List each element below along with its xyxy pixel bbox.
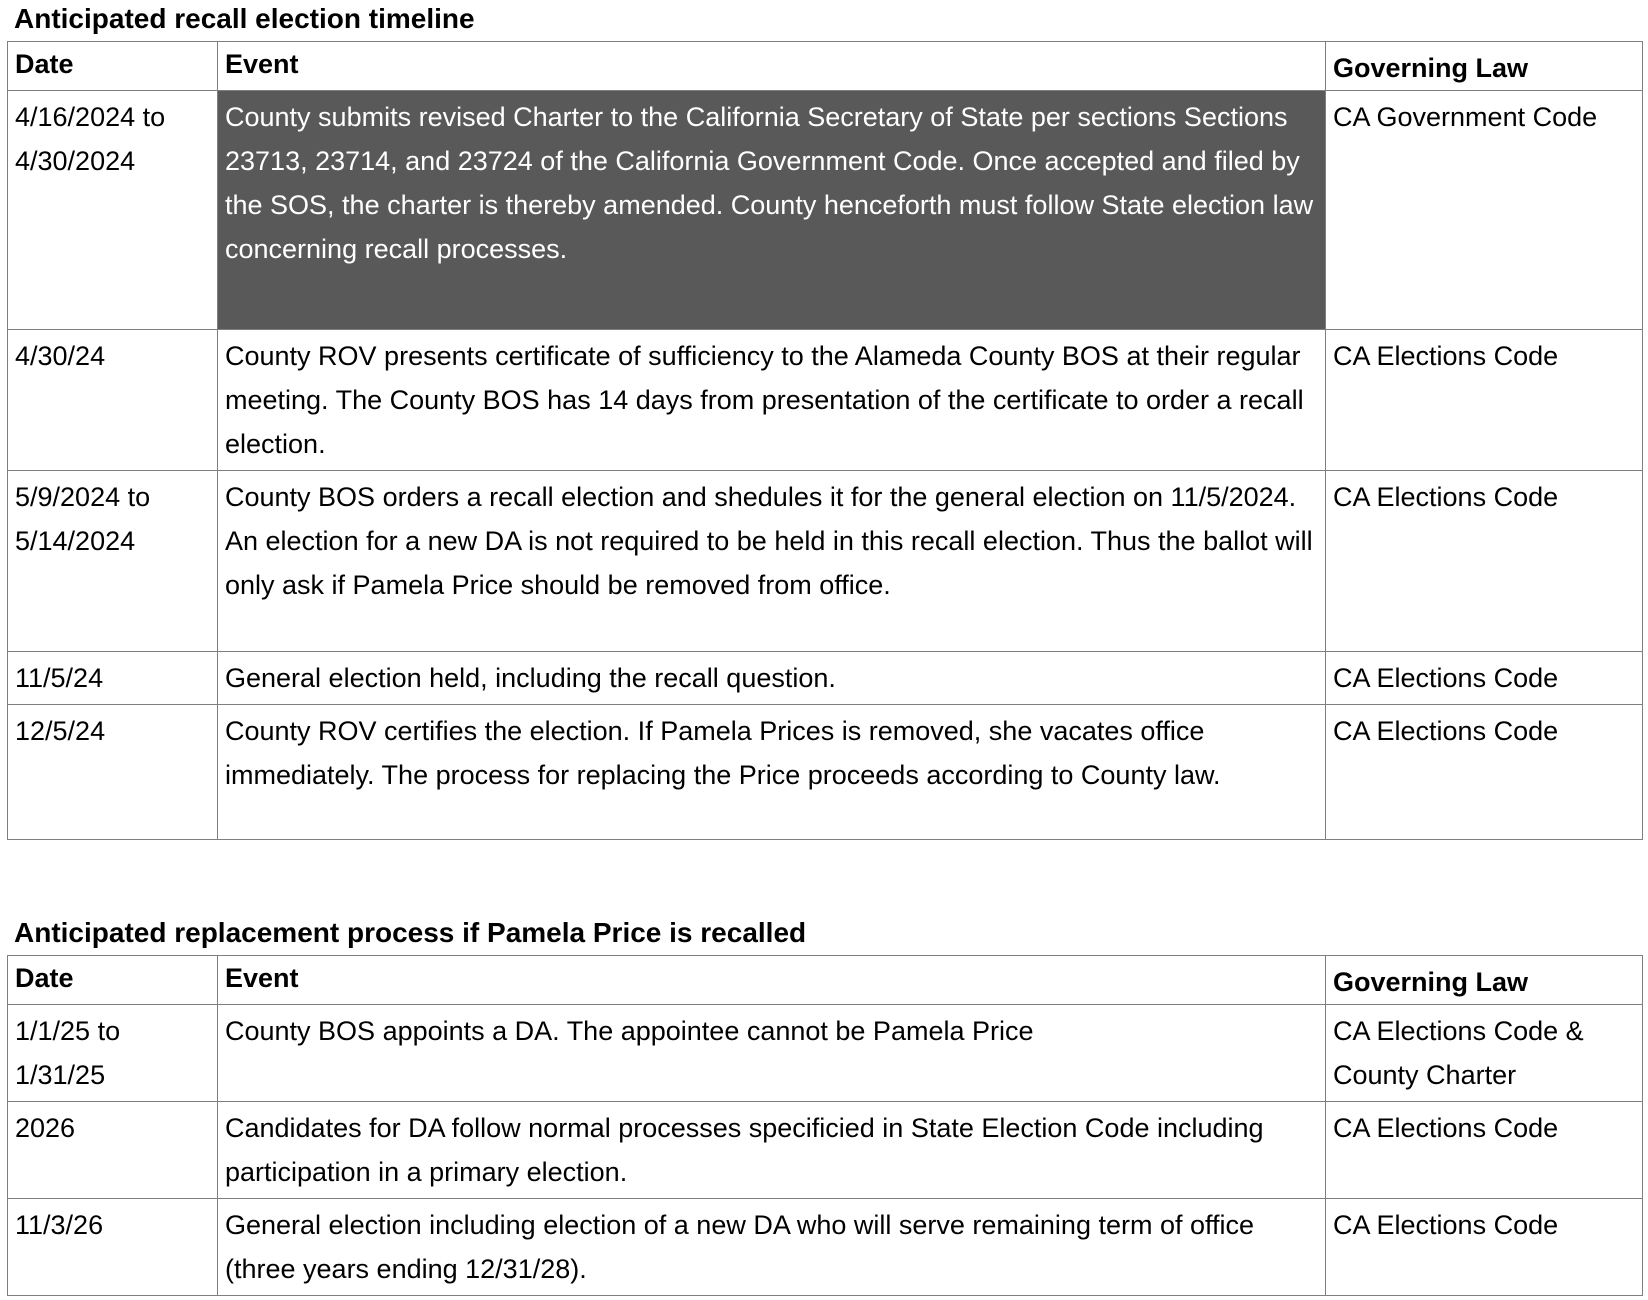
recall-timeline-section	[7, 2, 1642, 840]
governing-law-cell: CA Elections Code & County Charter	[1326, 1005, 1643, 1102]
date-cell: 1/1/25 to 1/31/25	[8, 1005, 218, 1102]
table-row	[8, 705, 1643, 840]
date-column-header: Date	[8, 42, 218, 91]
table-row	[8, 91, 1643, 330]
recall-timeline-table	[7, 41, 1643, 840]
governing-law-cell: CA Elections Code	[1326, 330, 1643, 471]
governing-law-cell: CA Government Code	[1326, 91, 1643, 330]
event-cell: County BOS appoints a DA. The appointee cannot be Pamela Price	[218, 1005, 1326, 1102]
event-cell: County BOS orders a recall election and shedules it for the general election on 11/5/2024. An election for a new DA is not required to be held in this recall election. Thus the ballot will only ask if Pamela Price should be removed from office.	[218, 471, 1326, 652]
event-cell: Candidates for DA follow normal processes specificied in State Election Code including participation in a primary election.	[218, 1102, 1326, 1199]
date-column-header: Date	[8, 956, 218, 1005]
event-cell-highlighted: County submits revised Charter to the California Secretary of State per sections Sections 23713, 23714, and 23724 of the California Government Code. Once accepted and filed by the SOS, the charter is thereby amended. County henceforth must follow State election law concerning recall processes.	[218, 91, 1326, 330]
event-column-header: Event	[218, 956, 1326, 1005]
table-row	[8, 652, 1643, 705]
event-column-header: Event	[218, 42, 1326, 91]
replacement-process-section	[7, 916, 1642, 1296]
governing-law-cell: CA Elections Code	[1326, 705, 1643, 840]
date-cell: 11/5/24	[8, 652, 218, 705]
table-header-row	[8, 42, 1643, 91]
event-cell: General election held, including the recall question.	[218, 652, 1326, 705]
date-cell: 11/3/26	[8, 1199, 218, 1296]
table-row	[8, 1005, 1643, 1102]
event-cell: General election including election of a new DA who will serve remaining term of office (three years ending 12/31/28).	[218, 1199, 1326, 1296]
governing-law-cell: CA Elections Code	[1326, 1102, 1643, 1199]
event-cell: County ROV presents certificate of sufficiency to the Alameda County BOS at their regular meeting. The County BOS has 14 days from presentation of the certificate to order a recall election.	[218, 330, 1326, 471]
table-header-row	[8, 956, 1643, 1005]
table-row	[8, 1102, 1643, 1199]
date-cell: 12/5/24	[8, 705, 218, 840]
recall-timeline-title: Anticipated recall election timeline	[14, 3, 475, 34]
governing-law-cell: CA Elections Code	[1326, 471, 1643, 652]
date-cell: 4/16/2024 to 4/30/2024	[8, 91, 218, 330]
date-cell: 2026	[8, 1102, 218, 1199]
replacement-process-table	[7, 955, 1643, 1296]
date-cell: 5/9/2024 to 5/14/2024	[8, 471, 218, 652]
event-cell: County ROV certifies the election. If Pamela Prices is removed, she vacates office immediately. The process for replacing the Price proceeds according to County law.	[218, 705, 1326, 840]
governing-law-column-header: Governing Law	[1326, 956, 1643, 1005]
table-row	[8, 330, 1643, 471]
table-row	[8, 1199, 1643, 1296]
replacement-process-title: Anticipated replacement process if Pamela Price is recalled	[14, 917, 807, 948]
governing-law-cell: CA Elections Code	[1326, 652, 1643, 705]
governing-law-column-header: Governing Law	[1326, 42, 1643, 91]
date-cell: 4/30/24	[8, 330, 218, 471]
table-row	[8, 471, 1643, 652]
governing-law-cell: CA Elections Code	[1326, 1199, 1643, 1296]
